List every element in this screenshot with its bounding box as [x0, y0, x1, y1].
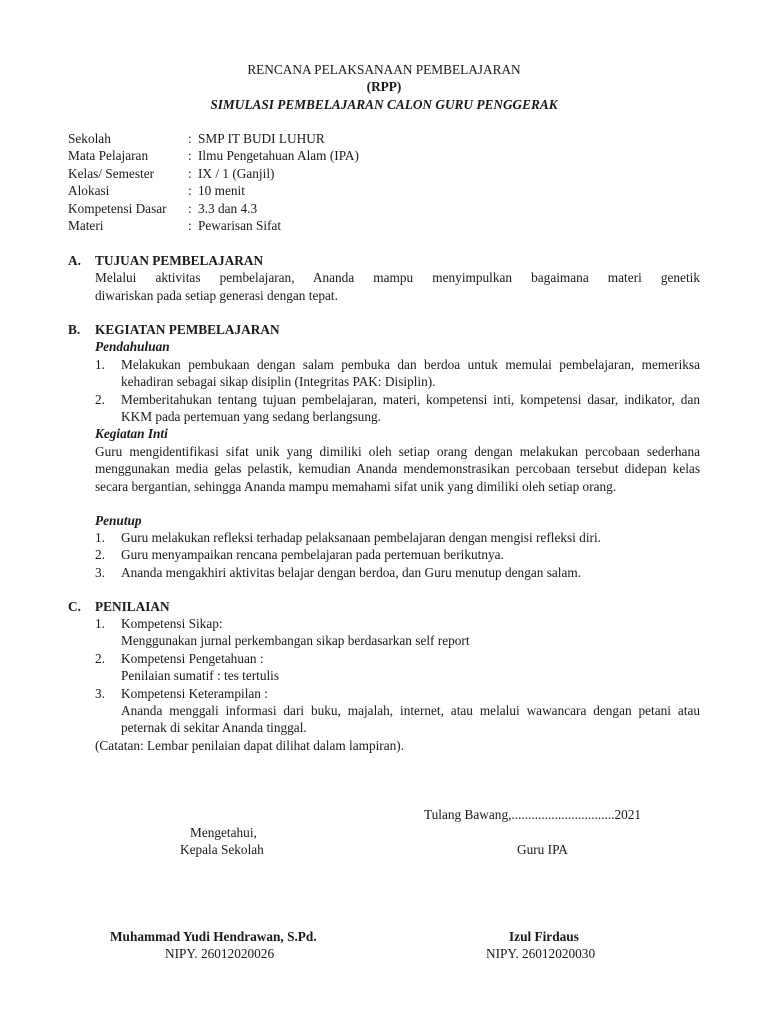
list-item — [95, 546, 700, 563]
section-b-heading — [68, 321, 280, 338]
list-item — [95, 650, 700, 685]
identity-label: Materi — [68, 217, 104, 233]
list-item-head: Kompetensi Keterampilan : — [121, 685, 268, 701]
section-a-heading — [68, 252, 263, 269]
list-item — [95, 356, 700, 391]
kegiatan-inti-paragraph: Guru mengidentifikasi sifat unik yang dimiliki oleh setiap orang dengan melakukan percobaan sederhana menggunakan media gelas pelastik, kemudian Ananda mendemonstrasikan percobaan tersebut didepan kelas secara bergantian, sehingga Ananda mampu memahami sifat unik yang dimiliki oleh setiap orang. — [95, 444, 700, 494]
list-content — [121, 685, 700, 737]
objective-line-1: Melalui aktivitas pembelajaran, Ananda mampu menyimpulkan bagaimana materi genetik — [95, 270, 700, 285]
identity-label: Kelas/ Semester — [68, 165, 155, 181]
subheading-kegiatan-inti: Kegiatan Inti — [95, 426, 168, 441]
list-number: 2. — [95, 650, 105, 666]
list-item-body: Menggunakan jurnal perkembangan sikap berdasarkan self report — [121, 633, 470, 649]
identity-row — [68, 217, 359, 234]
list-item-head: Kompetensi Pengetahuan : — [121, 650, 264, 666]
list-item-body: Ananda menggali informasi dari buku, majalah, internet, atau melalui wawancara dengan petani atau peternak di sekitar Ananda tinggal. — [121, 703, 700, 736]
identity-colon: : — [188, 165, 192, 181]
list-item — [95, 391, 700, 426]
identity-colon: : — [188, 183, 192, 199]
document-title: RENCANA PELAKSANAAN PEMBELAJARAN — [247, 62, 521, 77]
section-title: KEGIATAN PEMBELAJARAN — [95, 322, 280, 337]
identity-colon: : — [188, 148, 192, 164]
section-letter: A. — [68, 253, 81, 268]
identity-label: Kompetensi Dasar — [68, 200, 167, 216]
list-item — [95, 529, 700, 546]
teacher-label: Guru IPA — [517, 842, 568, 857]
teacher-nip: NIPY. 26012020030 — [486, 946, 596, 961]
penilaian-list — [95, 615, 700, 737]
acknowledged-label: Mengetahui, — [190, 825, 257, 840]
identity-value: 10 menit — [198, 183, 245, 199]
place-date: Tulang Bawang,...............................2021 — [424, 807, 642, 822]
pendahuluan-list — [95, 356, 700, 426]
list-number: 1. — [95, 357, 105, 372]
assessment-note: (Catatan: Lembar penilaian dapat dilihat dalam lampiran). — [95, 738, 405, 753]
list-number: 2. — [95, 547, 105, 563]
identity-row — [68, 130, 359, 147]
list-item — [95, 564, 700, 581]
list-text: Melakukan pembukaan dengan salam pembuka dan berdoa untuk memulai pembelajaran, memeriksa kehadiran sebagai sikap disiplin (Integritas PAK: Disiplin). — [121, 357, 700, 390]
list-number: 2. — [95, 391, 105, 407]
teacher-name: Izul Firdaus — [509, 929, 579, 944]
principal-name: Muhammad Yudi Hendrawan, S.Pd. — [110, 929, 317, 944]
list-item-body: Penilaian sumatif : tes tertulis — [121, 668, 280, 684]
identity-table — [68, 130, 359, 234]
identity-colon: : — [188, 131, 192, 146]
identity-label: Mata Pelajaran — [68, 148, 149, 164]
document-abbreviation: (RPP) — [366, 79, 402, 94]
identity-value: Ilmu Pengetahuan Alam (IPA) — [198, 148, 359, 164]
identity-value: SMP IT BUDI LUHUR — [198, 131, 325, 146]
penutup-list — [95, 529, 700, 581]
identity-value: Pewarisan Sifat — [198, 217, 282, 233]
section-letter: B. — [68, 322, 81, 337]
identity-value: 3.3 dan 4.3 — [198, 200, 258, 216]
identity-colon: : — [188, 217, 192, 233]
section-title: TUJUAN PEMBELAJARAN — [95, 253, 264, 268]
principal-label: Kepala Sekolah — [180, 842, 264, 857]
section-letter: C. — [68, 599, 81, 614]
list-content — [121, 615, 700, 650]
section-title: PENILAIAN — [95, 599, 170, 614]
list-content — [121, 650, 700, 685]
list-item — [95, 685, 700, 737]
identity-row — [68, 147, 359, 164]
section-c-heading — [68, 598, 170, 615]
list-text: Guru melakukan refleksi terhadap pelaksanaan pembelajaran dengan mengisi refleksi diri. — [121, 530, 601, 545]
identity-value: IX / 1 (Ganjil) — [198, 165, 275, 181]
list-text: Guru menyampaikan rencana pembelajaran pada pertemuan berikutnya. — [121, 547, 504, 563]
list-text: Memberitahukan tentang tujuan pembelajaran, materi, kompetensi inti, kompetensi dasar, indikator, dan KKM pada pertemuan yang sedang berlangsung. — [121, 391, 700, 425]
identity-row — [68, 182, 359, 199]
list-text: Ananda mengakhiri aktivitas belajar dengan berdoa, dan Guru menutup dengan salam. — [121, 564, 582, 580]
principal-nip: NIPY. 26012020026 — [165, 946, 275, 961]
subheading-penutup: Penutup — [95, 513, 142, 528]
list-number: 1. — [95, 616, 105, 631]
list-number: 3. — [95, 564, 105, 580]
list-number: 3. — [95, 685, 105, 701]
identity-row — [68, 165, 359, 182]
list-item — [95, 615, 700, 650]
list-item-head: Kompetensi Sikap: — [121, 616, 223, 631]
identity-row — [68, 200, 359, 217]
identity-colon: : — [188, 200, 192, 216]
document-subtitle: SIMULASI PEMBELAJARAN CALON GURU PENGGERAK — [210, 97, 558, 112]
identity-label: Alokasi — [68, 183, 110, 199]
list-number: 1. — [95, 530, 105, 545]
objective-line-2: diwariskan pada setiap generasi dengan tepat. — [95, 288, 338, 303]
subheading-pendahuluan: Pendahuluan — [95, 339, 170, 354]
identity-label: Sekolah — [68, 131, 111, 146]
